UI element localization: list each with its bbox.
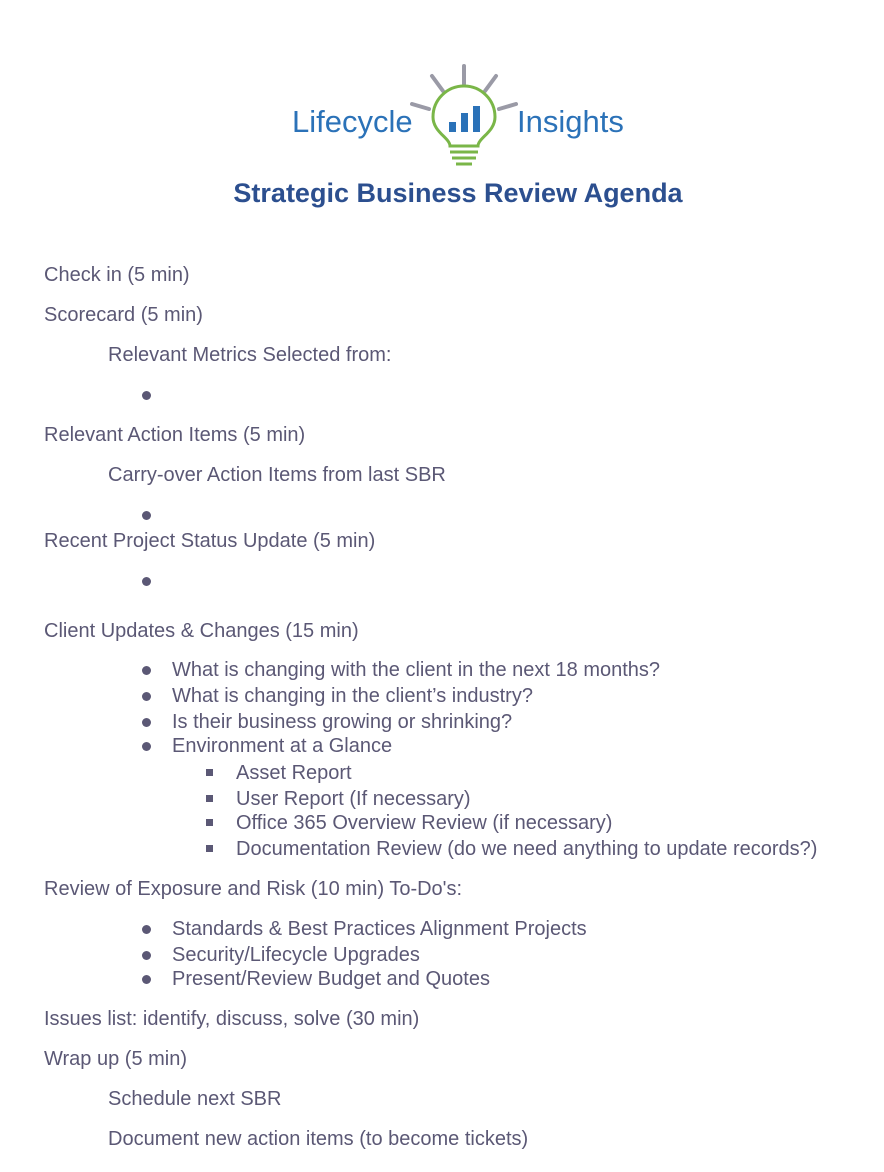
list-item: User Report (If necessary) xyxy=(236,788,471,810)
list-item: Security/Lifecycle Upgrades xyxy=(172,944,420,966)
bullet xyxy=(142,666,151,675)
list-item: Standards & Best Practices Alignment Projects xyxy=(172,918,587,940)
list-item: Present/Review Budget and Quotes xyxy=(172,968,490,990)
bullet xyxy=(142,951,151,960)
agenda-scorecard: Scorecard (5 min) xyxy=(44,304,203,326)
logo-left-text: Lifecycle xyxy=(292,104,413,139)
bullet xyxy=(142,718,151,727)
agenda-check-in: Check in (5 min) xyxy=(44,264,190,286)
page-title: Strategic Business Review Agenda xyxy=(233,178,683,208)
empty-bullet xyxy=(142,511,151,520)
agenda-client-updates: Client Updates & Changes (15 min) xyxy=(44,620,359,642)
agenda-wrap-up: Wrap up (5 min) xyxy=(44,1048,188,1070)
agenda-exposure: Review of Exposure and Risk (10 min) To-Do's: xyxy=(44,878,463,900)
list-item: Office 365 Overview Review (if necessary) xyxy=(236,812,613,834)
wrap-up-subitem: Schedule next SBR xyxy=(108,1088,282,1110)
list-item: Environment at a Glance xyxy=(172,735,393,757)
bullet xyxy=(142,925,151,934)
square-bullet xyxy=(206,819,213,826)
wrap-up-subitem: Document new action items (to become tickets) xyxy=(108,1128,529,1150)
list-item: Documentation Review (do we need anything to update records?) xyxy=(236,838,818,860)
square-bullet xyxy=(206,845,213,852)
bullet xyxy=(142,692,151,701)
list-item: Asset Report xyxy=(236,762,352,784)
empty-bullet xyxy=(142,577,151,586)
list-item: What is changing with the client in the next 18 months? xyxy=(172,659,661,681)
bullet xyxy=(142,742,151,751)
agenda-issues: Issues list: identify, discuss, solve (30 min) xyxy=(44,1008,420,1030)
list-item: Is their business growing or shrinking? xyxy=(172,711,513,733)
scorecard-subitem: Relevant Metrics Selected from: xyxy=(108,344,392,366)
square-bullet xyxy=(206,769,213,776)
square-bullet xyxy=(206,795,213,802)
bullet xyxy=(142,975,151,984)
action-items-subitem: Carry-over Action Items from last SBR xyxy=(108,464,446,486)
logo-right-text: Insights xyxy=(517,104,624,139)
agenda-action-items: Relevant Action Items (5 min) xyxy=(44,424,306,446)
agenda-project-status: Recent Project Status Update (5 min) xyxy=(44,530,376,552)
list-item: What is changing in the client’s industry? xyxy=(172,685,533,707)
empty-bullet xyxy=(142,391,151,400)
